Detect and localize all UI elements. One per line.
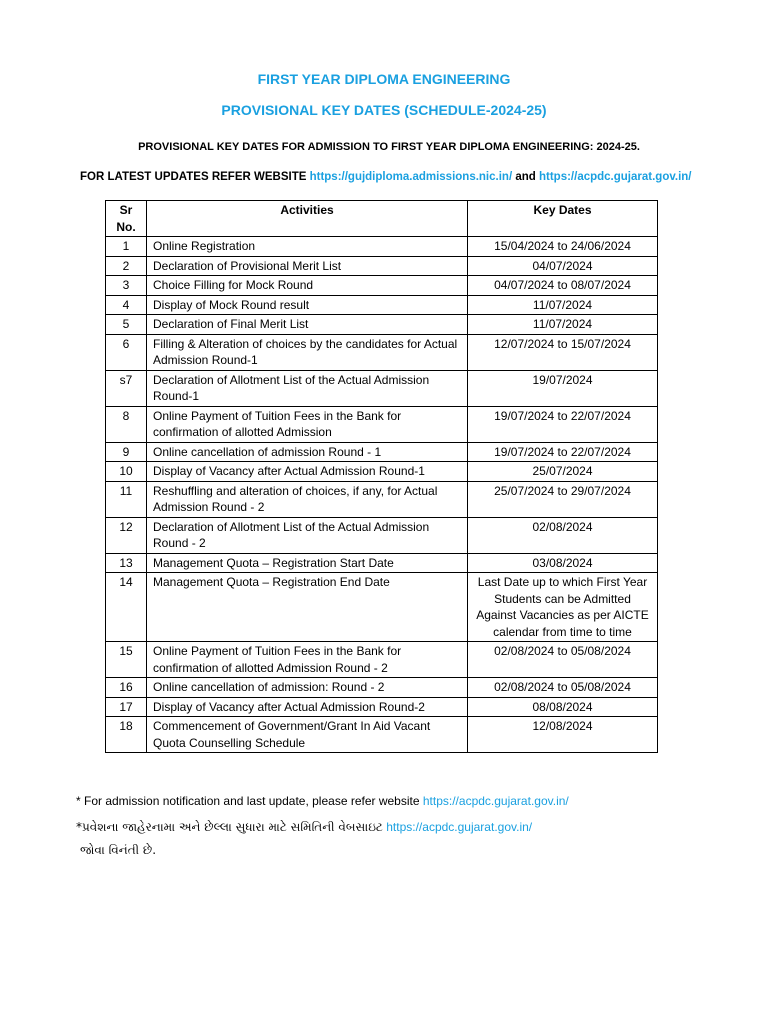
- row-activity: Reshuffling and alteration of choices, if any, for Actual Admission Round - 2: [147, 481, 468, 517]
- table-row: [106, 295, 658, 315]
- row-sr: 1: [106, 237, 147, 257]
- row-key-date: 03/08/2024: [468, 553, 658, 573]
- row-key-date: 15/04/2024 to 24/06/2024: [468, 237, 658, 257]
- note1-text: * For admission notification and last update, please refer website: [76, 794, 420, 808]
- row-key-date: 02/08/2024 to 05/08/2024: [468, 678, 658, 698]
- note-gujarati: [76, 816, 676, 862]
- row-activity: Online cancellation of admission: Round - 2: [147, 678, 468, 698]
- row-key-date: Last Date up to which First Year Students can be Admitted Against Vacancies as per AICTE calendar from time to time: [468, 573, 658, 642]
- table-row: [106, 481, 658, 517]
- table-row: [106, 442, 658, 462]
- row-activity: Online cancellation of admission Round - 1: [147, 442, 468, 462]
- acpdc-link[interactable]: https://acpdc.gujarat.gov.in/: [539, 171, 692, 183]
- row-activity: Online Payment of Tuition Fees in the Bank for confirmation of allotted Admission Round - 2: [147, 642, 468, 678]
- row-activity: Online Registration: [147, 237, 468, 257]
- row-sr: 6: [106, 334, 147, 370]
- row-activity: Display of Vacancy after Actual Admission Round-2: [147, 697, 468, 717]
- row-sr: 9: [106, 442, 147, 462]
- row-sr: 3: [106, 276, 147, 296]
- col-header-activities: Activities: [147, 201, 468, 237]
- table-row: [106, 517, 658, 553]
- row-sr: 5: [106, 315, 147, 335]
- table-row: [106, 370, 658, 406]
- table-row: [106, 717, 658, 753]
- row-sr: s7: [106, 370, 147, 406]
- row-sr: 17: [106, 697, 147, 717]
- table-row: [106, 334, 658, 370]
- table-row: [106, 553, 658, 573]
- row-key-date: 25/07/2024 to 29/07/2024: [468, 481, 658, 517]
- table-row: [106, 697, 658, 717]
- table-header-row: [106, 201, 658, 237]
- row-activity: Display of Vacancy after Actual Admission Round-1: [147, 462, 468, 482]
- row-key-date: 08/08/2024: [468, 697, 658, 717]
- row-activity: Choice Filling for Mock Round: [147, 276, 468, 296]
- note2-text: *પ્રવેશના જાહેરનામા અને છેલ્લા સુધારા માટે સમિતિની વેબસાઇટ: [76, 820, 383, 834]
- gujdiploma-link[interactable]: https://gujdiploma.admissions.nic.in/: [309, 171, 513, 183]
- updates-and: and: [515, 171, 536, 183]
- row-activity: Filling & Alteration of choices by the candidates for Actual Admission Round-1: [147, 334, 468, 370]
- table-row: [106, 406, 658, 442]
- page-title: FIRST YEAR DIPLOMA ENGINEERING: [257, 71, 511, 87]
- row-sr: 13: [106, 553, 147, 573]
- row-key-date: 25/07/2024: [468, 462, 658, 482]
- row-sr: 12: [106, 517, 147, 553]
- note2-suffix: જોવા વિનંતી છે.: [80, 843, 157, 857]
- row-activity: Declaration of Allotment List of the Actual Admission Round-1: [147, 370, 468, 406]
- col-header-key-dates: Key Dates: [468, 201, 658, 237]
- row-key-date: 04/07/2024 to 08/07/2024: [468, 276, 658, 296]
- note-english: [76, 794, 569, 808]
- row-sr: 16: [106, 678, 147, 698]
- note1-link[interactable]: https://acpdc.gujarat.gov.in/: [422, 794, 569, 808]
- page-subtitle: PROVISIONAL KEY DATES (SCHEDULE-2024-25): [221, 102, 547, 118]
- row-key-date: 19/07/2024 to 22/07/2024: [468, 442, 658, 462]
- subheading: PROVISIONAL KEY DATES FOR ADMISSION TO FIRST YEAR DIPLOMA ENGINEERING: 2024-25.: [138, 141, 640, 153]
- row-sr: 18: [106, 717, 147, 753]
- row-key-date: 11/07/2024: [468, 315, 658, 335]
- row-activity: Display of Mock Round result: [147, 295, 468, 315]
- row-activity: Declaration of Final Merit List: [147, 315, 468, 335]
- key-dates-table: [105, 200, 658, 753]
- row-sr: 11: [106, 481, 147, 517]
- table-row: [106, 642, 658, 678]
- table-row: [106, 462, 658, 482]
- updates-prefix: FOR LATEST UPDATES REFER WEBSITE: [80, 171, 307, 183]
- row-key-date: 04/07/2024: [468, 256, 658, 276]
- row-activity: Declaration of Provisional Merit List: [147, 256, 468, 276]
- table-row: [106, 276, 658, 296]
- updates-line: [80, 171, 692, 183]
- row-activity: Management Quota – Registration Start Date: [147, 553, 468, 573]
- row-key-date: 12/07/2024 to 15/07/2024: [468, 334, 658, 370]
- row-sr: 2: [106, 256, 147, 276]
- col-header-sr: Sr No.: [106, 201, 147, 237]
- row-sr: 8: [106, 406, 147, 442]
- table-row: [106, 573, 658, 642]
- table-row: [106, 237, 658, 257]
- row-sr: 4: [106, 295, 147, 315]
- table-row: [106, 315, 658, 335]
- row-key-date: 11/07/2024: [468, 295, 658, 315]
- row-key-date: 02/08/2024 to 05/08/2024: [468, 642, 658, 678]
- row-key-date: 12/08/2024: [468, 717, 658, 753]
- row-key-date: 19/07/2024: [468, 370, 658, 406]
- row-key-date: 19/07/2024 to 22/07/2024: [468, 406, 658, 442]
- row-activity: Management Quota – Registration End Date: [147, 573, 468, 642]
- row-activity: Online Payment of Tuition Fees in the Bank for confirmation of allotted Admission: [147, 406, 468, 442]
- note2-link[interactable]: https://acpdc.gujarat.gov.in/: [386, 820, 533, 834]
- table-row: [106, 256, 658, 276]
- row-activity: Commencement of Government/Grant In Aid Vacant Quota Counselling Schedule: [147, 717, 468, 753]
- table-row: [106, 678, 658, 698]
- row-key-date: 02/08/2024: [468, 517, 658, 553]
- row-sr: 10: [106, 462, 147, 482]
- row-activity: Declaration of Allotment List of the Actual Admission Round - 2: [147, 517, 468, 553]
- row-sr: 14: [106, 573, 147, 642]
- row-sr: 15: [106, 642, 147, 678]
